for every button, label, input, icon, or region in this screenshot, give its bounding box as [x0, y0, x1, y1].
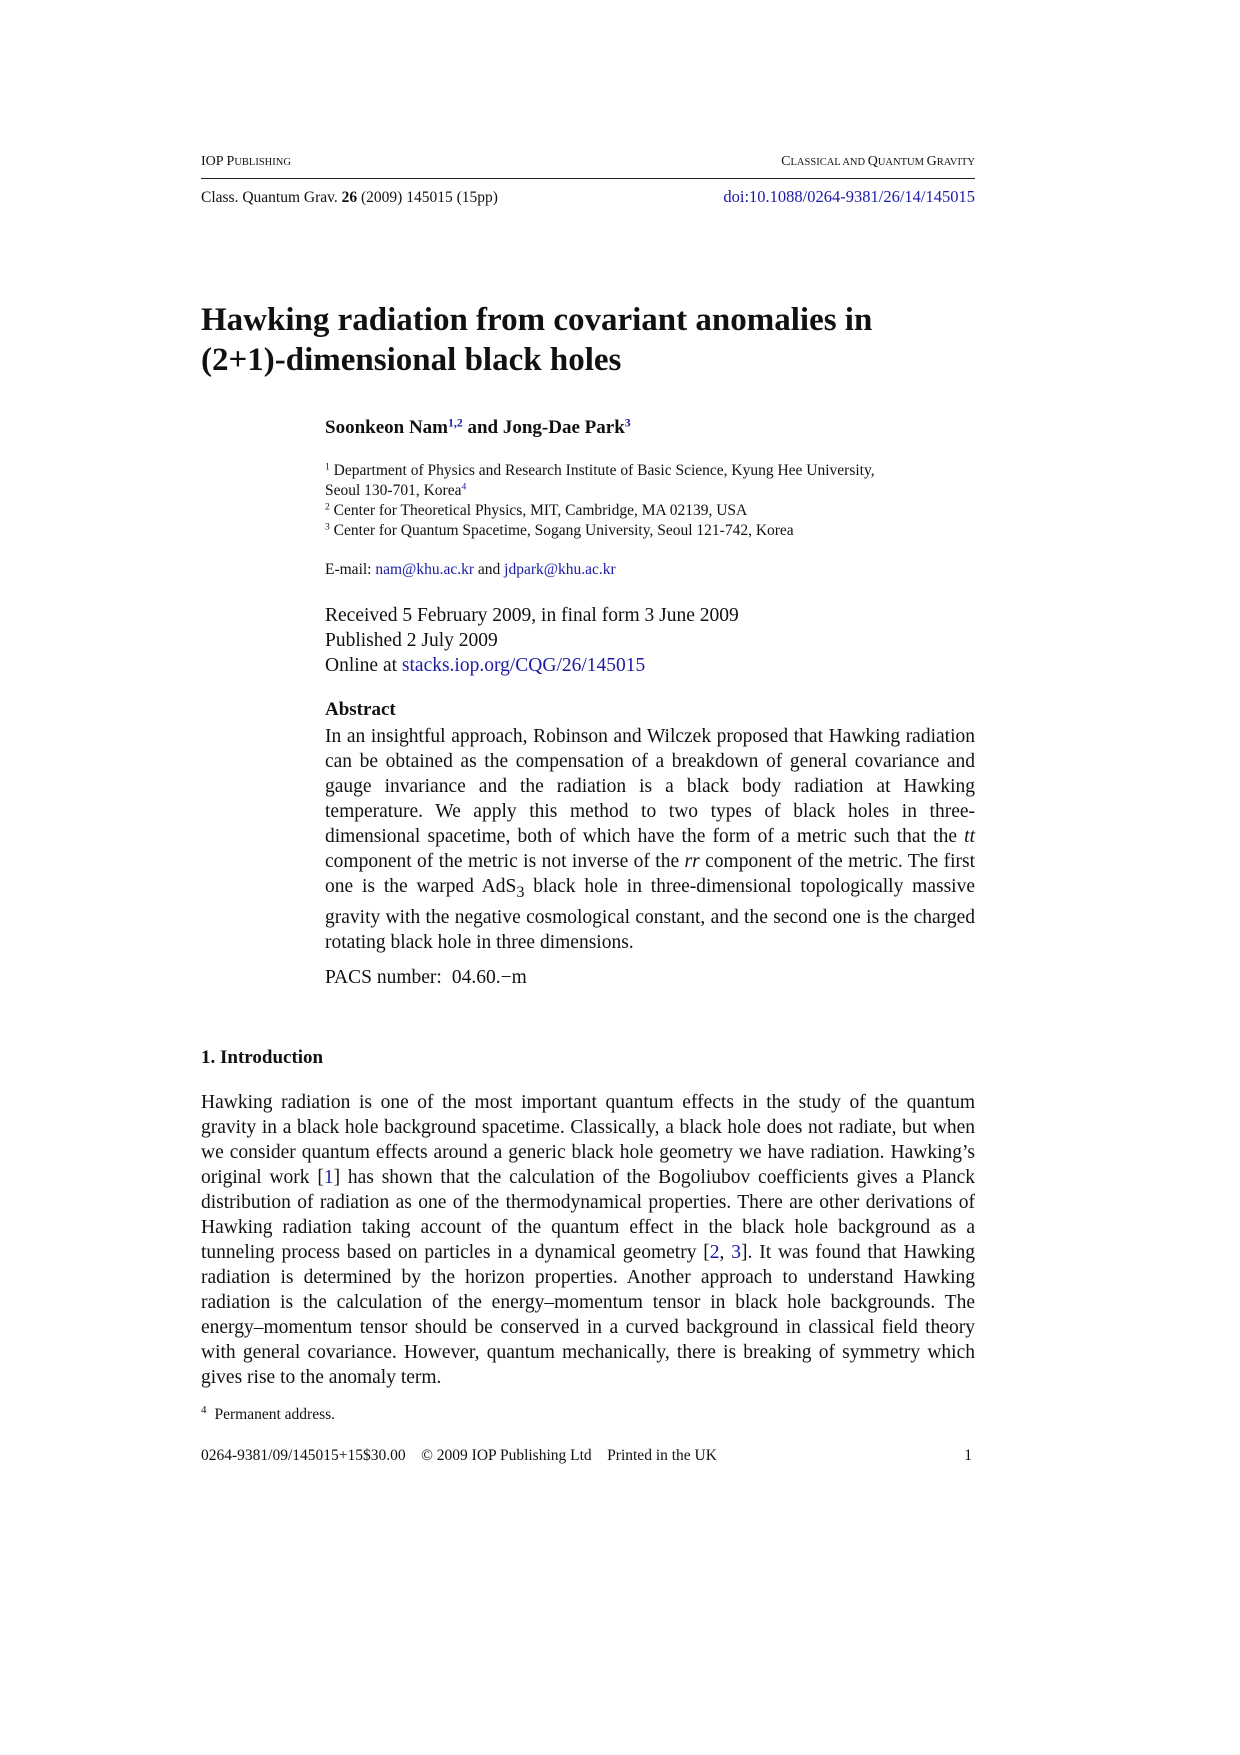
copyright-footer: 0264-9381/09/145015+15$30.00 © 2009 IOP Publishing Ltd Printed in the UK [201, 1447, 717, 1464]
footnote-link[interactable]: 4 [461, 481, 467, 493]
running-header-journal: CLASSICAL AND QUANTUM GRAVITY [781, 154, 975, 169]
affiliation-link[interactable]: 1,2 [448, 416, 463, 430]
reference-link[interactable]: 3 [731, 1242, 741, 1263]
author-name: Soonkeon Nam [325, 417, 448, 438]
author-list: Soonkeon Nam$^{1,2}$ and Jong-Dae Park$^3$ [325, 416, 631, 438]
email-link[interactable]: jdpark@khu.ac.kr [504, 561, 616, 578]
email-link[interactable]: nam@khu.ac.kr [375, 561, 475, 578]
published-date: Published 2 July 2009 [325, 630, 498, 651]
affiliation-2: $^2$ Center for Theoretical Physics, MIT, Cambridge, MA 02139, USA [325, 501, 748, 519]
affiliations [325, 461, 985, 541]
affiliation-1: $^1$ Department of Physics and Research Institute of Basic Science, Kyung Hee University, [325, 461, 875, 479]
email-line: E-mail: nam@khu.ac.kr and jdpark@khu.ac.kr [325, 561, 616, 578]
received-date: Received 5 February 2009, in final form 3 June 2009 [325, 605, 739, 626]
online-link[interactable]: stacks.iop.org/CQG/26/145015 [401, 655, 646, 676]
footnote: $^4$ Permanent address. [201, 1404, 336, 1423]
pacs-number: PACS number: 04.60.−m [325, 967, 527, 988]
affiliation-link[interactable]: 3 [624, 416, 631, 430]
author-name: Jong-Dae Park [502, 417, 625, 438]
doi-link[interactable]: doi:10.1088/0264-9381/26/14/145015 [723, 187, 975, 206]
reference-link[interactable]: 1 [323, 1167, 334, 1188]
affiliation-3: $^3$ Center for Quantum Spacetime, Sogang University, Seoul 121-742, Korea [325, 521, 794, 539]
paper-title: Hawking radiation from covariant anomalies in (2+1)-dimensional black holes [201, 302, 873, 378]
affiliation-1-cont: Seoul 130-701, Korea$^4$ [325, 481, 467, 499]
running-header-publisher: IOP PUBLISHING [201, 154, 291, 169]
reference-link[interactable]: 2 [709, 1242, 720, 1263]
abstract-body: In an insightful approach, Robinson and Wilczek proposed that Hawking radiation can be obtained as the compensation of a breakdown of general covariance and gauge invariance and the radiation is a black body radiation at Hawking temperature. We apply this method to two types of black holes in three-dimensional spacetime, both of which have the form of a metric such that the tt component of the metric is not inverse of the rr component of the metric. The first one is the warped AdS$_3$ black hole in three-dimensional topologically massive gravity with the negative cosmological constant, and the second one is the charged rotating black hole in three dimensions. [325, 726, 975, 953]
section-body: Hawking radiation is one of the most important quantum effects in the study of the quantum gravity in a black hole background spacetime. Classically, a black hole does not radiate, but when we consider quantum effects around a generic black hole geometry we have radiation. Hawking’s original work [1] has shown that the calculation of the Bogoliubov coefficients gives a Planck distribution of radiation as one of the thermodynamical properties. There are other derivations of Hawking radiation taking account of the quantum effect in the black hole background as a tunneling process based on particles in a dynamical geometry [2, 3]. It was found that Hawking radiation is determined by the horizon properties. Another approach to understand Hawking radiation is the calculation of the energy–momentum tensor in black hole backgrounds. The energy–momentum tensor should be conserved in a curved background in classical field theory with general covariance. However, quantum mechanically, there is breaking of symmetry which gives rise to the anomaly term. [201, 1092, 976, 1388]
page-number: 1 [964, 1447, 972, 1464]
header-rule [201, 178, 975, 179]
publication-dates [325, 603, 739, 678]
online-line: Online at stacks.iop.org/CQG/26/145015 [325, 655, 646, 676]
journal-citation: Class. Quantum Grav. 26 (2009) 145015 (15pp) [201, 189, 498, 206]
abstract-heading: Abstract [325, 699, 396, 720]
section-heading: 1. Introduction [201, 1047, 324, 1068]
